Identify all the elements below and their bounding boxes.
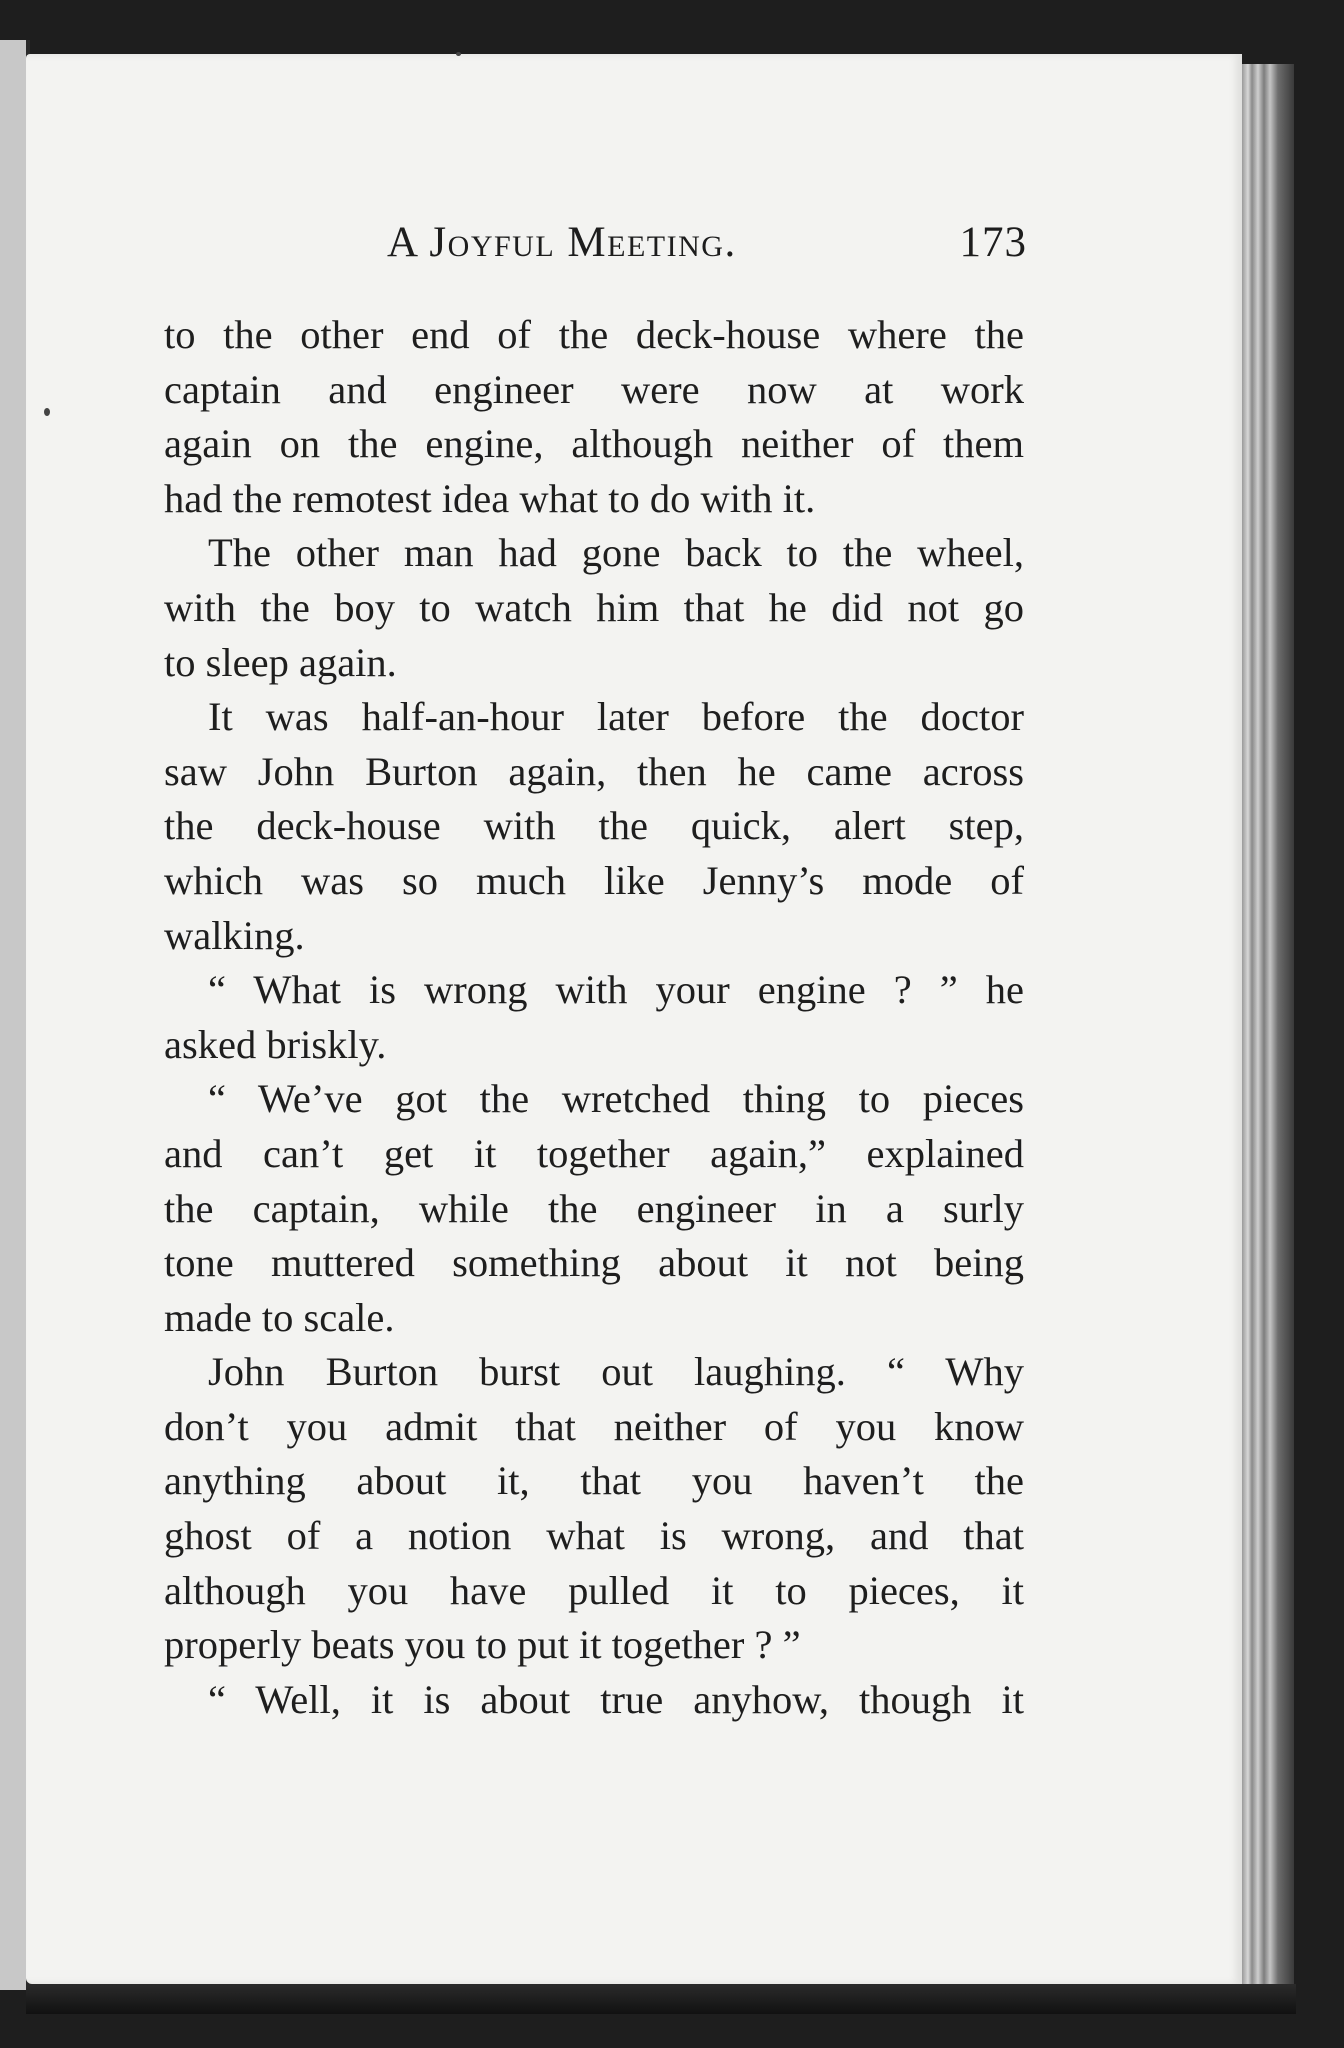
text-line: to the other end of the deck-house where the <box>164 312 1024 357</box>
chapter-title: A Joyful Meeting. <box>387 219 737 266</box>
bottom-shadow <box>26 1984 1296 2014</box>
text-line: don’t you admit that neither of you know <box>164 1403 1024 1449</box>
text-line: “ Well, it is about true anyhow, though it <box>208 1676 1024 1722</box>
dust-speck <box>456 52 461 56</box>
running-head <box>167 218 1027 288</box>
text-line: John Burton burst out laughing. “ Why <box>208 1349 1024 1395</box>
text-line: which was so much like Jenny’s mode of <box>164 857 1024 903</box>
text-line: walking. <box>164 912 305 958</box>
text-line: The other man had gone back to the wheel, <box>208 530 1024 576</box>
text-line: again on the engine, although neither of them <box>164 421 1024 467</box>
text-line: although you have pulled it to pieces, it <box>164 1567 1024 1613</box>
text-line: made to scale. <box>164 1294 395 1340</box>
text-line: to sleep again. <box>164 639 397 685</box>
text-line: ghost of a notion what is wrong, and that <box>164 1513 1024 1559</box>
text-line: captain and engineer were now at work <box>164 366 1024 412</box>
text-line: properly beats you to put it together ? ” <box>164 1622 801 1668</box>
text-line: asked briskly. <box>164 1021 387 1067</box>
text-line: with the boy to watch him that he did not go <box>164 584 1024 630</box>
text-line: “ What is wrong with your engine ? ” he <box>208 967 1024 1013</box>
text-line: tone muttered something about it not being <box>164 1240 1024 1286</box>
text-line: had the remotest idea what to do with it. <box>164 475 816 521</box>
text-line: the deck-house with the quick, alert step, <box>164 803 1024 849</box>
page-number: 173 <box>959 219 1027 266</box>
text-line: anything about it, that you haven’t the <box>164 1458 1024 1504</box>
text-line: “ We’ve got the wretched thing to pieces <box>208 1076 1024 1122</box>
dust-speck <box>44 408 50 416</box>
text-line: and can’t get it together again,” explained <box>164 1130 1024 1176</box>
page-stack-edge <box>1242 64 1294 1994</box>
text-line: It was half-an-hour later before the doctor <box>208 694 1024 740</box>
text-line: the captain, while the engineer in a surly <box>164 1185 1024 1231</box>
text-line: saw John Burton again, then he came across <box>164 748 1024 794</box>
body-text <box>164 308 1024 1727</box>
